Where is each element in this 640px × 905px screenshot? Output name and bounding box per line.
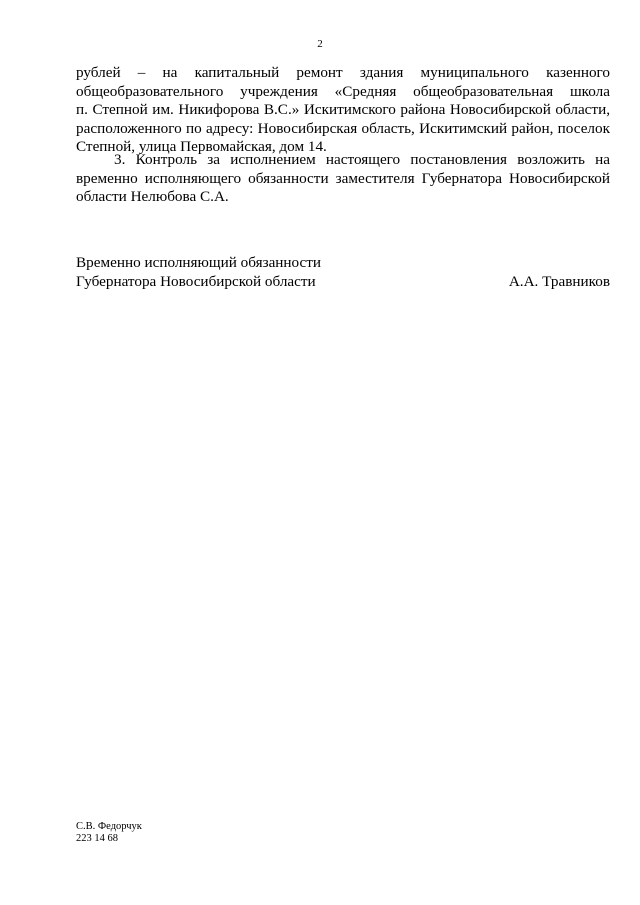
text-line: временно исполняющего обязанности заместителя Губернатора Новосибирской <box>76 169 610 187</box>
text-line: области Нелюбова С.А. <box>76 188 229 205</box>
signatory-position-line1: Временно исполняющий обязанности <box>76 254 322 271</box>
text-line: Степной, улица Первомайская, дом 14. <box>76 138 327 155</box>
executor-phone: 223 14 68 <box>76 833 118 844</box>
paragraph-funding-continuation <box>76 64 610 157</box>
page-number: 2 <box>317 38 323 50</box>
signatory-position-line2: Губернатора Новосибирской области <box>76 272 316 290</box>
paragraph-control-clause <box>76 151 610 207</box>
executor-footer <box>76 821 142 845</box>
text-line: п. Степной им. Никифорова В.С.» Искитимского района Новосибирской области, <box>76 101 610 118</box>
text-line: рублей – на капитальный ремонт здания муниципального казенного <box>76 64 610 81</box>
executor-name: С.В. Федорчук <box>76 821 142 832</box>
text-line: общеобразовательного учреждения «Средняя общеобразовательная школа <box>76 82 610 100</box>
text-line: 3. Контроль за исполнением настоящего постановления возложить на <box>114 151 610 168</box>
signature-row <box>76 273 610 292</box>
signature-block <box>76 254 610 291</box>
signatory-name: А.А. Травников <box>508 272 610 290</box>
text-line: расположенного по адресу: Новосибирская область, Искитимский район, поселок <box>76 119 610 137</box>
